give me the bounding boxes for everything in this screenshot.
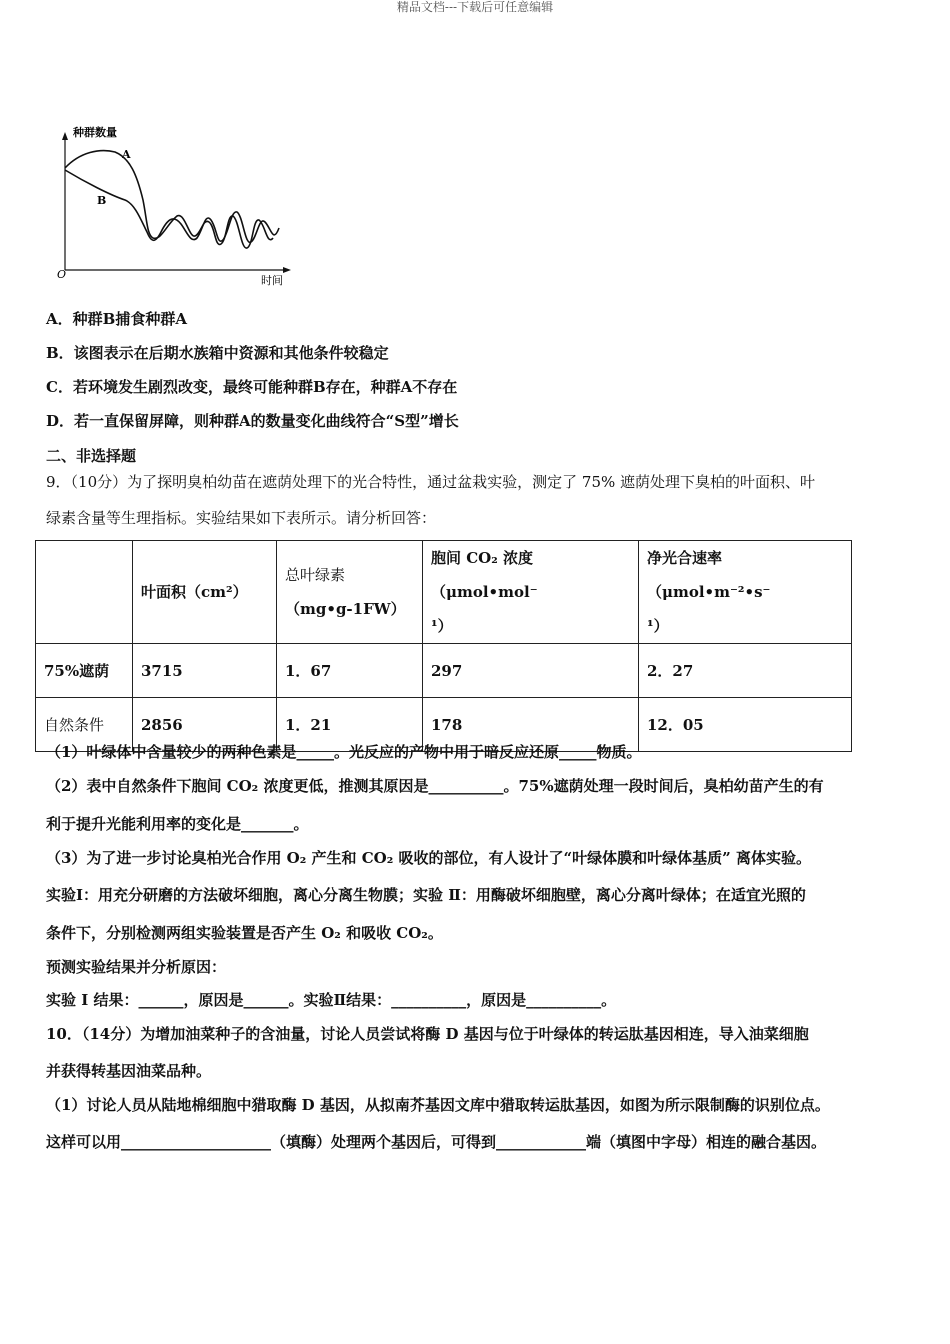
header-chlorophyll-line1: 总叶绿素: [285, 566, 346, 584]
row-label: 自然条件: [36, 698, 133, 752]
header-photosynthesis-line2: ¹）: [647, 617, 669, 635]
q10-part1-line1: （1）讨论人员从陆地棉细胞中猎取酶 D 基因，从拟南芥基因文库中猎取转运肽基因，如图为所示限制酶的识别位点。: [46, 1096, 830, 1114]
row-label: 75%遮荫: [36, 644, 133, 698]
cell-leaf-area: 2856: [133, 698, 277, 752]
header-co2-concentration: [423, 541, 639, 644]
cell-photosynthesis: 12．05: [639, 698, 852, 752]
header-chlorophyll: [277, 541, 423, 644]
section-title: 二、非选择题: [46, 447, 137, 465]
q9-data-table: [35, 540, 852, 752]
cell-chlorophyll: 1．21: [277, 698, 423, 752]
q9-part3-line5: 实验 Ⅰ 结果：______，原因是______。实验Ⅱ结果：__________，原因是__________。: [46, 991, 617, 1009]
q9-part3-line4: 预测实验结果并分析原因：: [46, 958, 227, 976]
q9-part1: （1）叶绿体中含量较少的两种色素是_____。光反应的产物中用于暗反应还原_____物质。: [46, 743, 642, 761]
q10-part1-line2: 这样可以用____________________（填酶）处理两个基因后，可得到____________端（填图中字母）相连的融合基因。: [46, 1133, 827, 1151]
table-corner-cell: [36, 541, 133, 644]
population-graph: [55, 120, 295, 290]
cell-co2: 297: [423, 644, 639, 698]
cell-photosynthesis: 2．27: [639, 644, 852, 698]
option-a: A．种群B捕食种群A: [46, 310, 187, 328]
q9-part3-line3: 条件下，分别检测两组实验装置是否产生 O₂ 和吸收 CO₂。: [46, 924, 443, 942]
q9-intro-line2: 绿素含量等生理指标。实验结果如下表所示。请分析回答：: [46, 509, 437, 527]
header-net-photosynthesis: [639, 541, 852, 644]
cell-leaf-area: 3715: [133, 644, 277, 698]
option-d: D．若一直保留屏障，则种群A的数量变化曲线符合“S型”增长: [46, 412, 459, 430]
q9-part3-line1: （3）为了进一步讨论臭柏光合作用 O₂ 产生和 CO₂ 吸收的部位，有人设计了“叶绿体膜和叶绿体基质” 离体实验。: [46, 849, 812, 867]
y-axis-arrow: [62, 132, 68, 140]
q10-intro-line2: 并获得转基因油菜品种。: [46, 1062, 212, 1080]
curve-a-label: A: [122, 148, 131, 161]
header-co2-line2: ¹）: [431, 617, 453, 635]
header-photosynthesis-line1: 净光合速率（μmol•m⁻²•s⁻: [647, 549, 771, 601]
cell-co2: 178: [423, 698, 639, 752]
curve-b-label: B: [97, 194, 107, 207]
x-axis-label: 时间: [261, 274, 283, 287]
q9-part2-line1: （2）表中自然条件下胞间 CO₂ 浓度更低，推测其原因是__________。75%遮荫处理一段时间后，臭柏幼苗产生的有: [46, 777, 824, 795]
y-axis-label: 种群数量: [73, 126, 117, 139]
q10-intro-line1: 10．（14分）为增加油菜种子的含油量，讨论人员尝试将酶 D 基因与位于叶绿体的转运肽基因相连，导入油菜细胞: [46, 1025, 809, 1043]
option-c: C．若环境发生剧烈改变，最终可能种群B存在，种群A不存在: [46, 378, 458, 396]
q9-part3-line2: 实验Ⅰ：用充分研磨的方法破坏细胞，离心分离生物膜；实验 Ⅱ：用酶破坏细胞壁，离心分离叶绿体；在适宜光照的: [46, 886, 806, 904]
option-b: B．该图表示在后期水族箱中资源和其他条件较稳定: [46, 344, 389, 362]
q9-part2-line2: 利于提升光能利用率的变化是_______。: [46, 815, 309, 833]
table-row: [36, 644, 852, 698]
page-header: 精品文档---下载后可任意编辑: [396, 0, 554, 14]
header-chlorophyll-line2: （mg•g-1FW）: [285, 600, 406, 618]
origin-label: O: [57, 268, 67, 281]
x-axis-arrow: [283, 267, 291, 273]
q9-intro-line1: 9．（10分）为了探明臭柏幼苗在遮荫处理下的光合特性，通过盆栽实验，测定了 75% 遮荫处理下臭柏的叶面积、叶: [46, 473, 816, 491]
header-leaf-area: 叶面积（cm²）: [133, 541, 277, 644]
header-co2-line1: 胞间 CO₂ 浓度（μmol•mol⁻: [431, 549, 538, 601]
cell-chlorophyll: 1．67: [277, 644, 423, 698]
